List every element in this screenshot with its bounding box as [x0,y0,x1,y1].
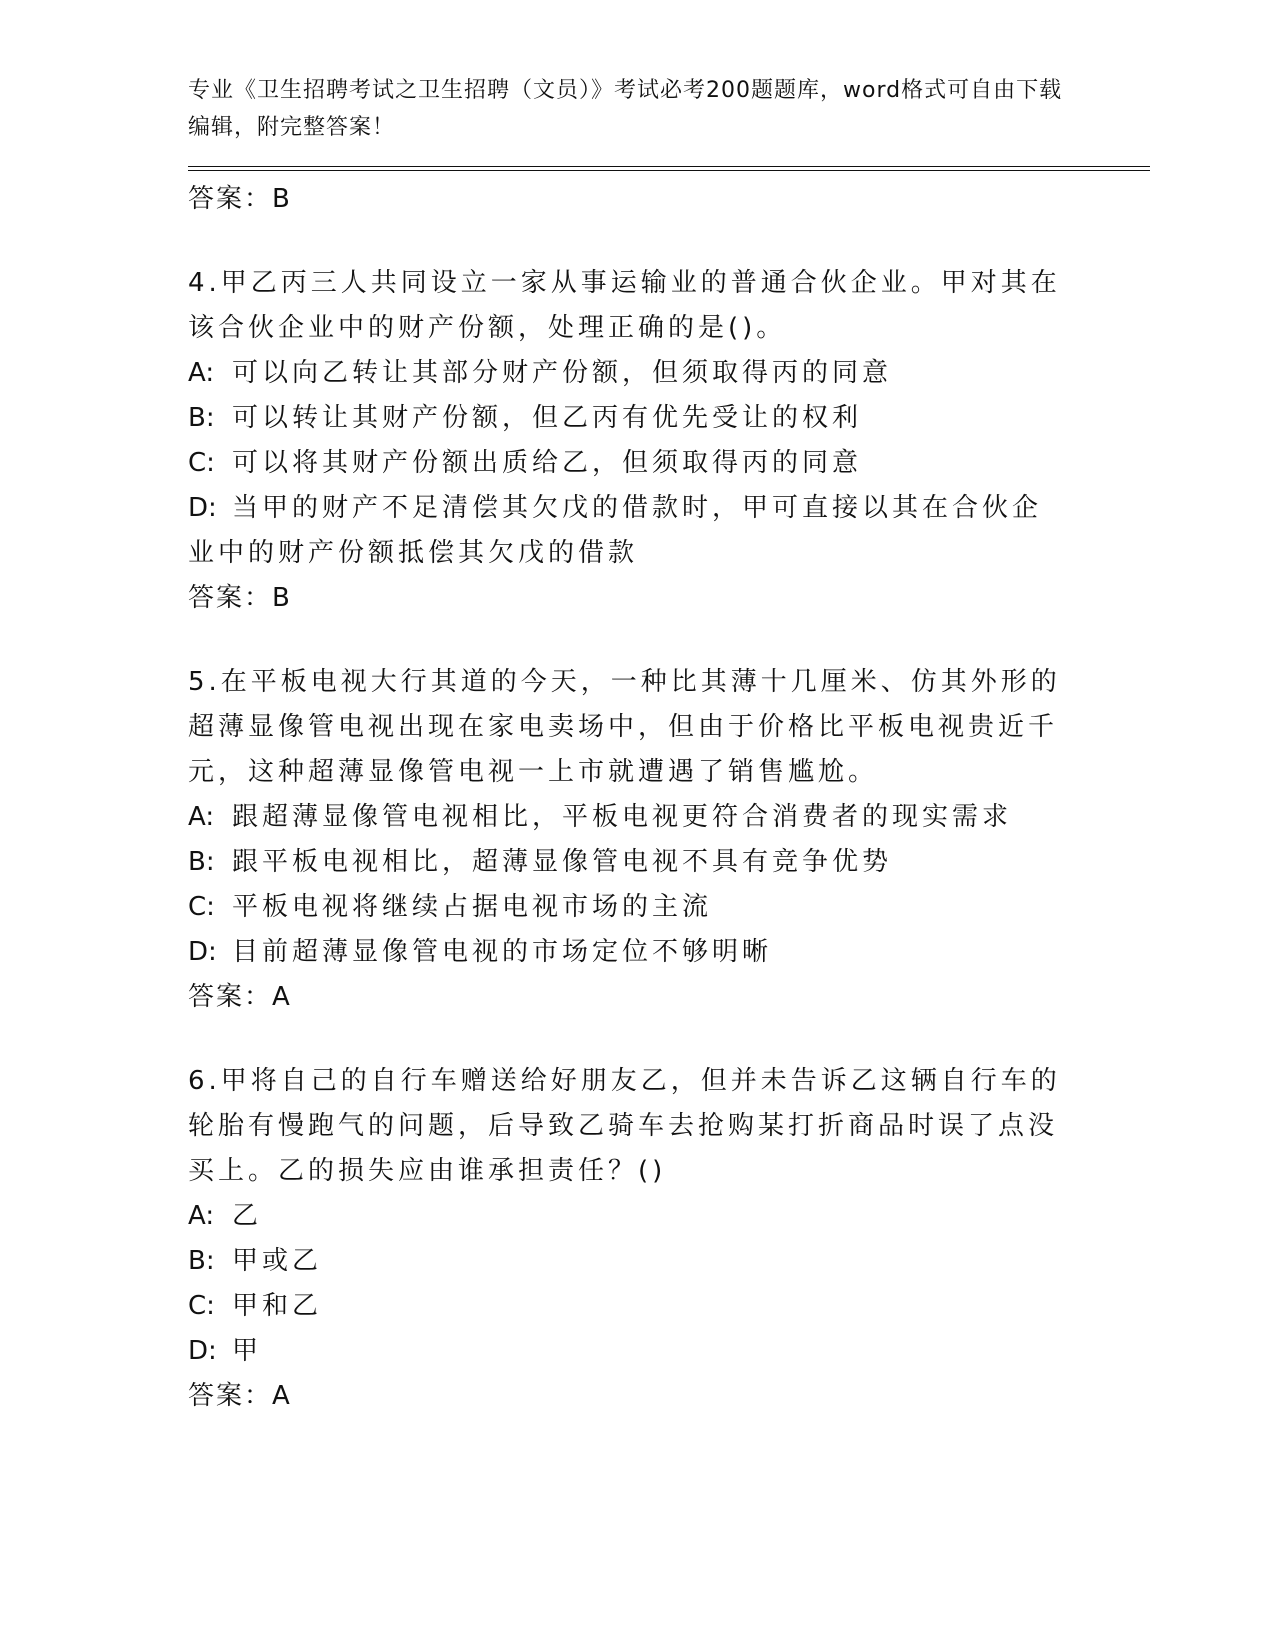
option-text: 可以向乙转让其部分财产份额，但须取得丙的同意 [232,358,893,388]
option-b [188,396,1068,441]
option-letter: A: [188,1201,215,1231]
answer: 答案：A [188,982,292,1012]
option-text: 甲和乙 [232,1291,323,1321]
question-text: 5.在平板电视大行其道的今天，一种比其薄十几厘米、仿其外形的超薄显像管电视出现在家电卖场中，但由于价格比平板电视贵近千元，这种超薄显像管电视一上市就遭遇了销售尴尬。 [188,667,1061,787]
option-letter: A: [188,358,215,388]
option-letter: D: [188,1336,217,1366]
option-letter: C: [188,448,215,478]
document-page [188,72,1150,1418]
option-text: 当甲的财产不足清偿其欠戊的借款时，甲可直接以其在合伙企业中的财产份额抵偿其欠戊的借款 [188,493,1043,568]
option-text: 甲 [232,1336,263,1366]
question-text: 6.甲将自己的自行车赠送给好朋友乙，但并未告诉乙这辆自行车的轮胎有慢跑气的问题，后导致乙骑车去抢购某打折商品时误了点没买上。乙的损失应由谁承担责任？() [188,1066,1061,1186]
option-a [188,351,1068,396]
option-letter: B: [188,403,215,433]
document-header: 专业《卫生招聘考试之卫生招聘（文员）》考试必考200题题库，word格式可自由下载编辑，附完整答案！ [188,78,1063,140]
option-text: 跟超薄显像管电视相比，平板电视更符合消费者的现实需求 [232,802,1013,832]
option-b [188,840,1068,885]
option-c [188,441,1068,486]
option-text: 甲或乙 [232,1246,323,1276]
question-4 [188,261,1150,620]
option-text: 目前超薄显像管电视的市场定位不够明晰 [232,937,773,967]
option-text: 平板电视将继续占据电视市场的主流 [232,892,713,922]
option-c [188,1284,1068,1329]
question-5 [188,660,1150,1019]
question-text: 4.甲乙丙三人共同设立一家从事运输业的普通合伙企业。甲对其在该合伙企业中的财产份额，处理正确的是()。 [188,268,1061,343]
option-text: 可以将其财产份额出质给乙，但须取得丙的同意 [232,448,863,478]
option-letter: B: [188,847,215,877]
header-divider [188,166,1150,171]
option-a [188,1194,1068,1239]
option-text: 乙 [232,1201,263,1231]
option-letter: D: [188,937,217,967]
option-d [188,930,1068,975]
answer: 答案：A [188,1381,292,1411]
option-d [188,486,1068,576]
option-text: 跟平板电视相比，超薄显像管电视不具有竞争优势 [232,847,893,877]
option-text: 可以转让其财产份额，但乙丙有优先受让的权利 [232,403,863,433]
option-d [188,1329,1068,1374]
option-letter: B: [188,1246,215,1276]
answer: 答案：B [188,583,292,613]
option-letter: A: [188,802,215,832]
question-6 [188,1059,1150,1418]
option-c [188,885,1068,930]
option-letter: C: [188,892,215,922]
answer-previous: 答案：B [188,184,292,214]
option-letter: D: [188,493,217,523]
option-a [188,795,1068,840]
option-b [188,1239,1068,1284]
option-letter: C: [188,1291,215,1321]
